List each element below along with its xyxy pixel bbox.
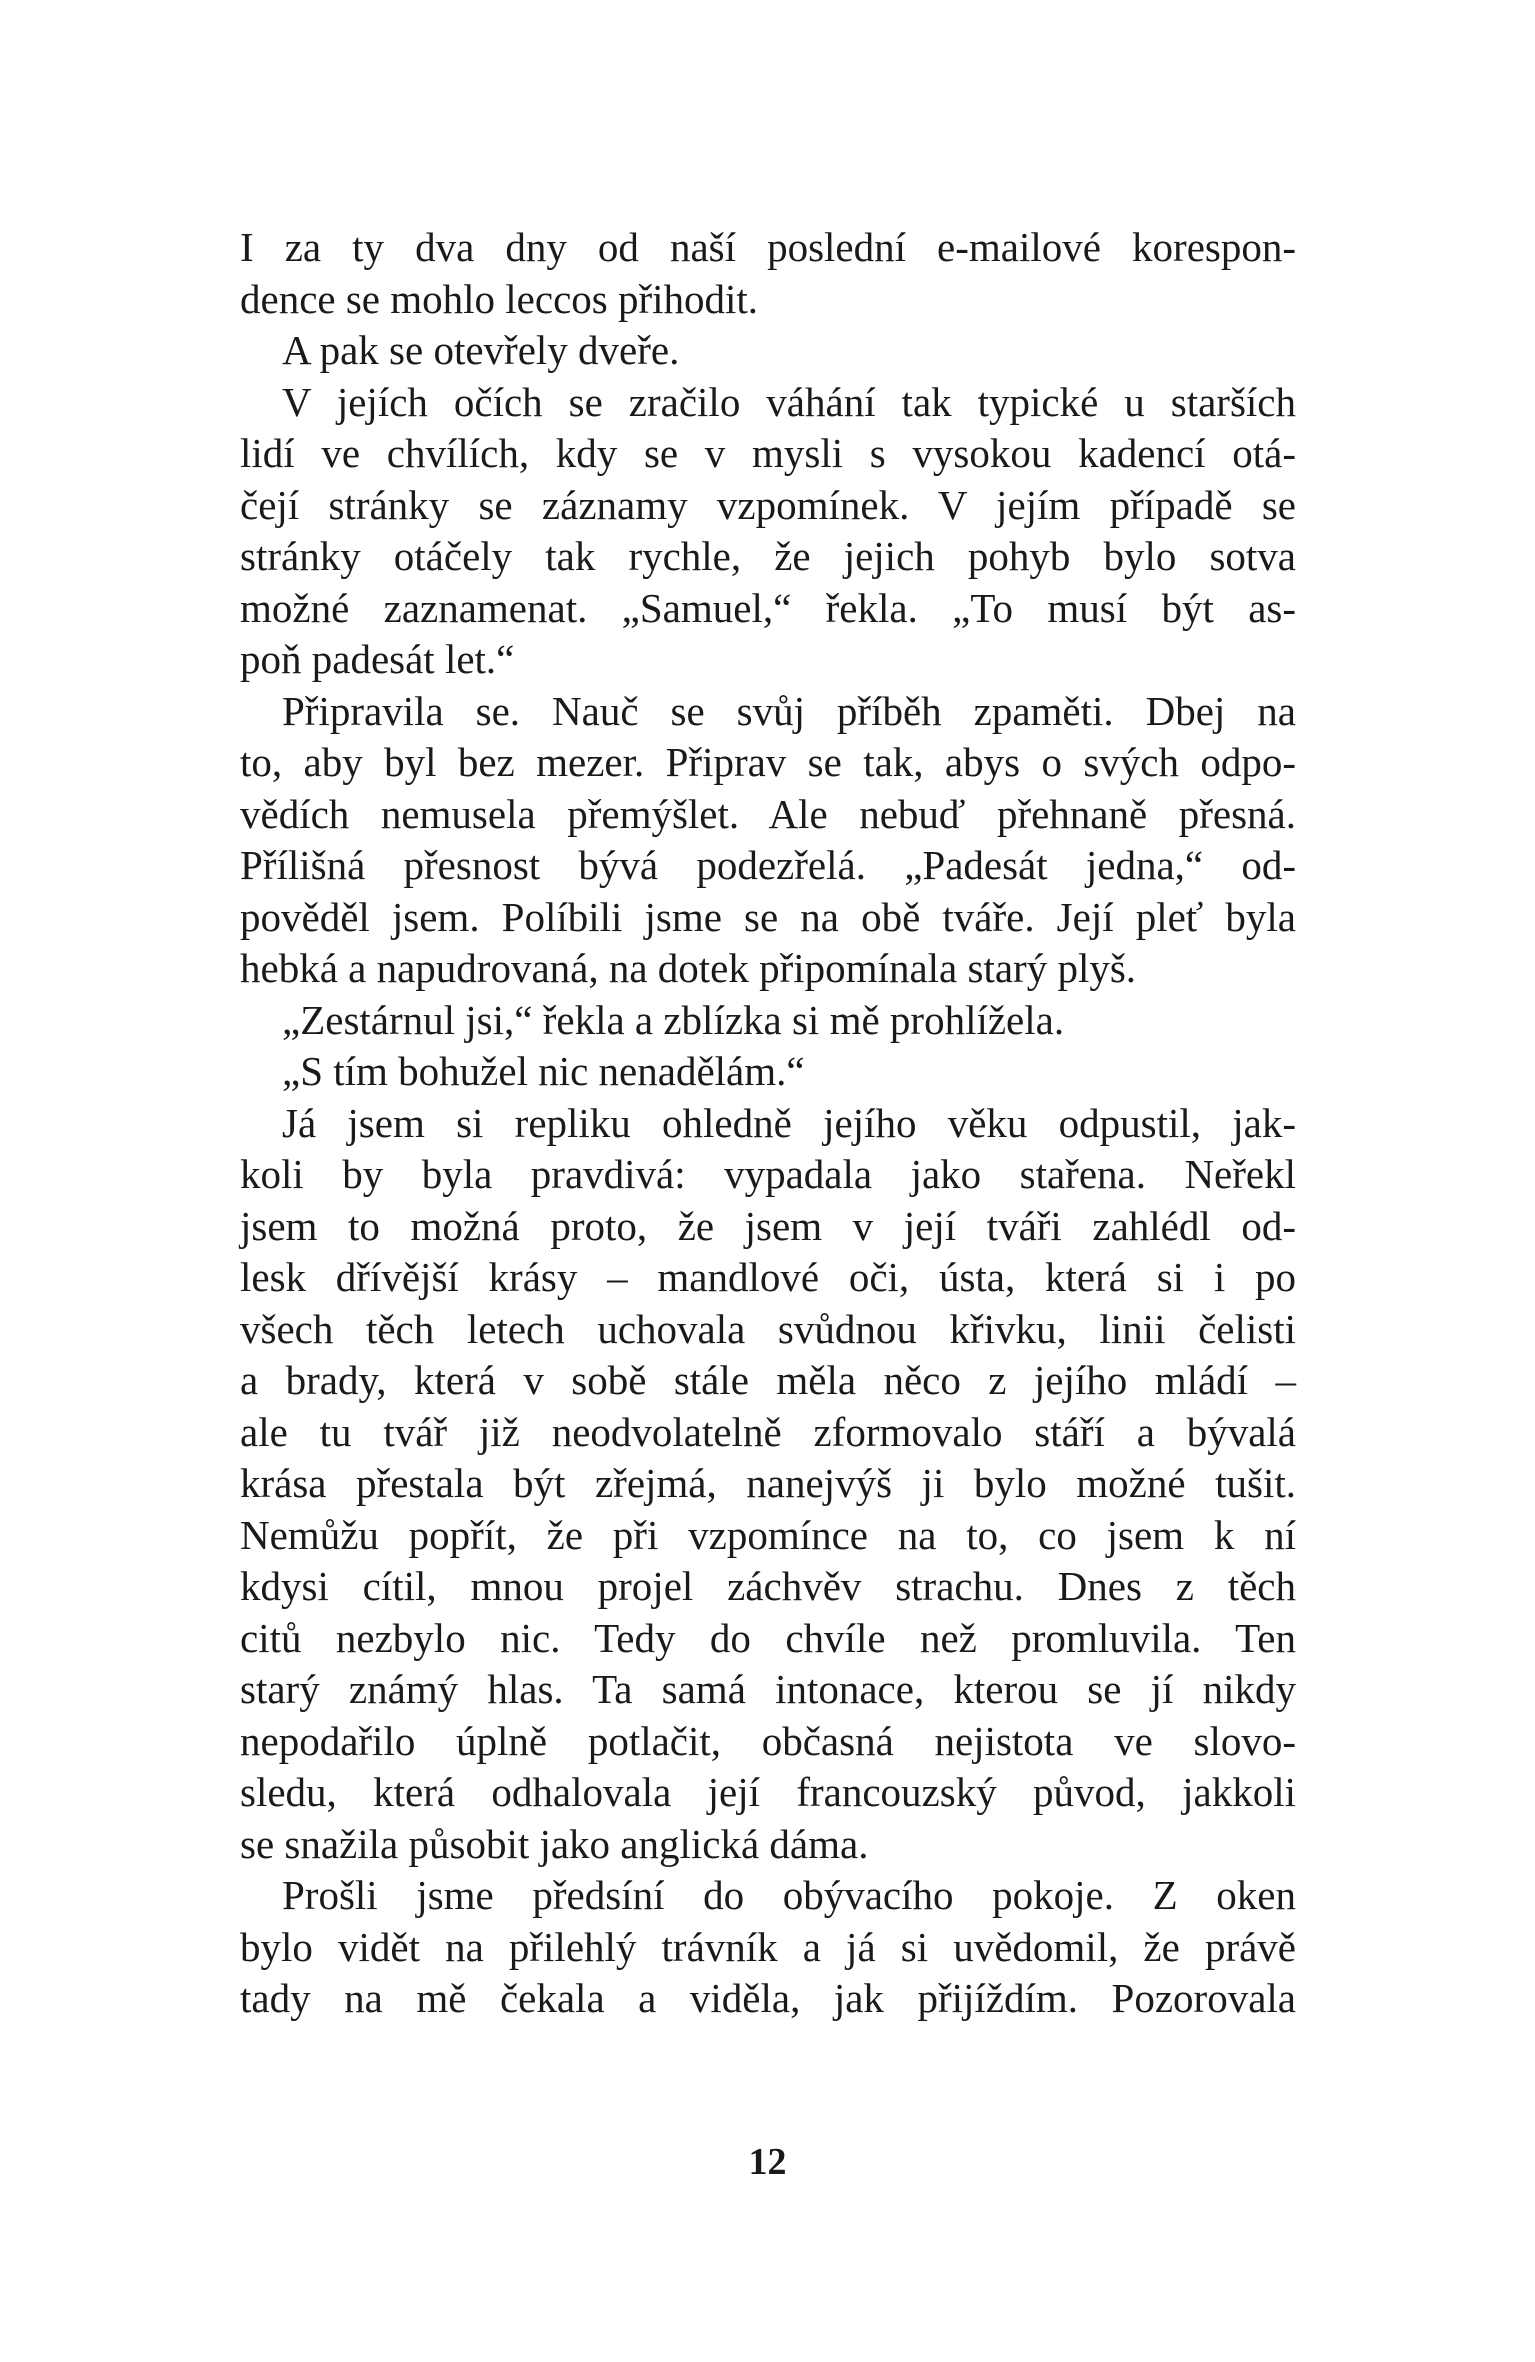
text-line: dence se mohlo leccos přihodit. [240, 275, 759, 322]
text-line: tady na mě čekala a viděla, jak přijíždím. Pozorovala [240, 1975, 1296, 2021]
text-line: čejí stránky se záznamy vzpomínek. V jejím případě se [240, 481, 1296, 528]
text-line: lidí ve chvílích, kdy se v mysli s vysokou kadencí otá- [240, 430, 1296, 476]
text-line: lesk dřívější krásy – mandlové oči, ústa, která si i po [240, 1254, 1296, 1300]
text-line: I za ty dva dny od naší poslední e-mailové korespon- [240, 224, 1296, 270]
text-line: to, aby byl bez mezer. Připrav se tak, abys o svých odpo- [240, 739, 1296, 785]
text-line: pověděl jsem. Políbili jsme se na obě tváře. Její pleť byla [240, 893, 1296, 940]
text-line: se snažila působit jako anglická dáma. [240, 1820, 869, 1867]
text-line: Přílišná přesnost bývá podezřelá. „Padesát jedna,“ od- [240, 842, 1296, 888]
text-line: jsem to možná proto, že jsem v její tváři zahlédl od- [240, 1202, 1296, 1249]
text-line: všech těch letech uchovala svůdnou křivku, linii čelisti [240, 1305, 1296, 1352]
text-line: krása přestala být zřejmá, nanejvýš ji bylo možné tušit. [240, 1460, 1296, 1506]
text-line: vědích nemusela přemýšlet. Ale nebuď přehnaně přesná. [240, 790, 1296, 837]
text-line: Já jsem si repliku ohledně jejího věku odpustil, jak- [282, 1099, 1296, 1146]
text-line: Připravila se. Nauč se svůj příběh zpaměti. Dbej na [282, 687, 1296, 734]
text-line: „S tím bohužel nic nenadělám.“ [282, 1048, 805, 1094]
text-line: A pak se otevřely dveře. [282, 327, 680, 373]
text-line: „Zestárnul jsi,“ řekla a zblízka si mě prohlížela. [282, 996, 1065, 1043]
text-line: a brady, která v sobě stále měla něco z jejího mládí – [240, 1357, 1296, 1403]
text-line: poň padesát let.“ [240, 636, 515, 682]
text-line: hebká a napudrovaná, na dotek připomínala starý plyš. [240, 945, 1137, 991]
text-line: kdysi cítil, mnou projel záchvěv strachu. Dnes z těch [240, 1563, 1296, 1609]
text-line: stránky otáčely tak rychle, že jejich pohyb bylo sotva [240, 533, 1296, 579]
body-text [240, 222, 1296, 2025]
text-line: citů nezbylo nic. Tedy do chvíle než promluvila. Ten [240, 1614, 1296, 1661]
text-line: koli by byla pravdivá: vypadala jako stařena. Neřekl [240, 1151, 1296, 1197]
text-line: Nemůžu popřít, že při vzpomínce na to, co jsem k ní [240, 1511, 1296, 1558]
text-line: Prošli jsme předsíní do obývacího pokoje. Z oken [282, 1872, 1296, 1918]
text-line: V jejích očích se zračilo váhání tak typické u starších [282, 378, 1296, 425]
page-number: 12 [748, 2141, 787, 2183]
text-line: nepodařilo úplně potlačit, občasná nejistota ve slovo- [240, 1717, 1296, 1764]
text-line: starý známý hlas. Ta samá intonace, kterou se jí nikdy [240, 1666, 1296, 1712]
text-line: sledu, která odhalovala její francouzský původ, jakkoli [240, 1769, 1296, 1815]
text-line: ale tu tvář již neodvolatelně zformovalo stáří a bývalá [240, 1408, 1296, 1455]
text-line: bylo vidět na přilehlý trávník a já si uvědomil, že právě [240, 1923, 1296, 1970]
text-line: možné zaznamenat. „Samuel,“ řekla. „To musí být as- [240, 584, 1296, 631]
